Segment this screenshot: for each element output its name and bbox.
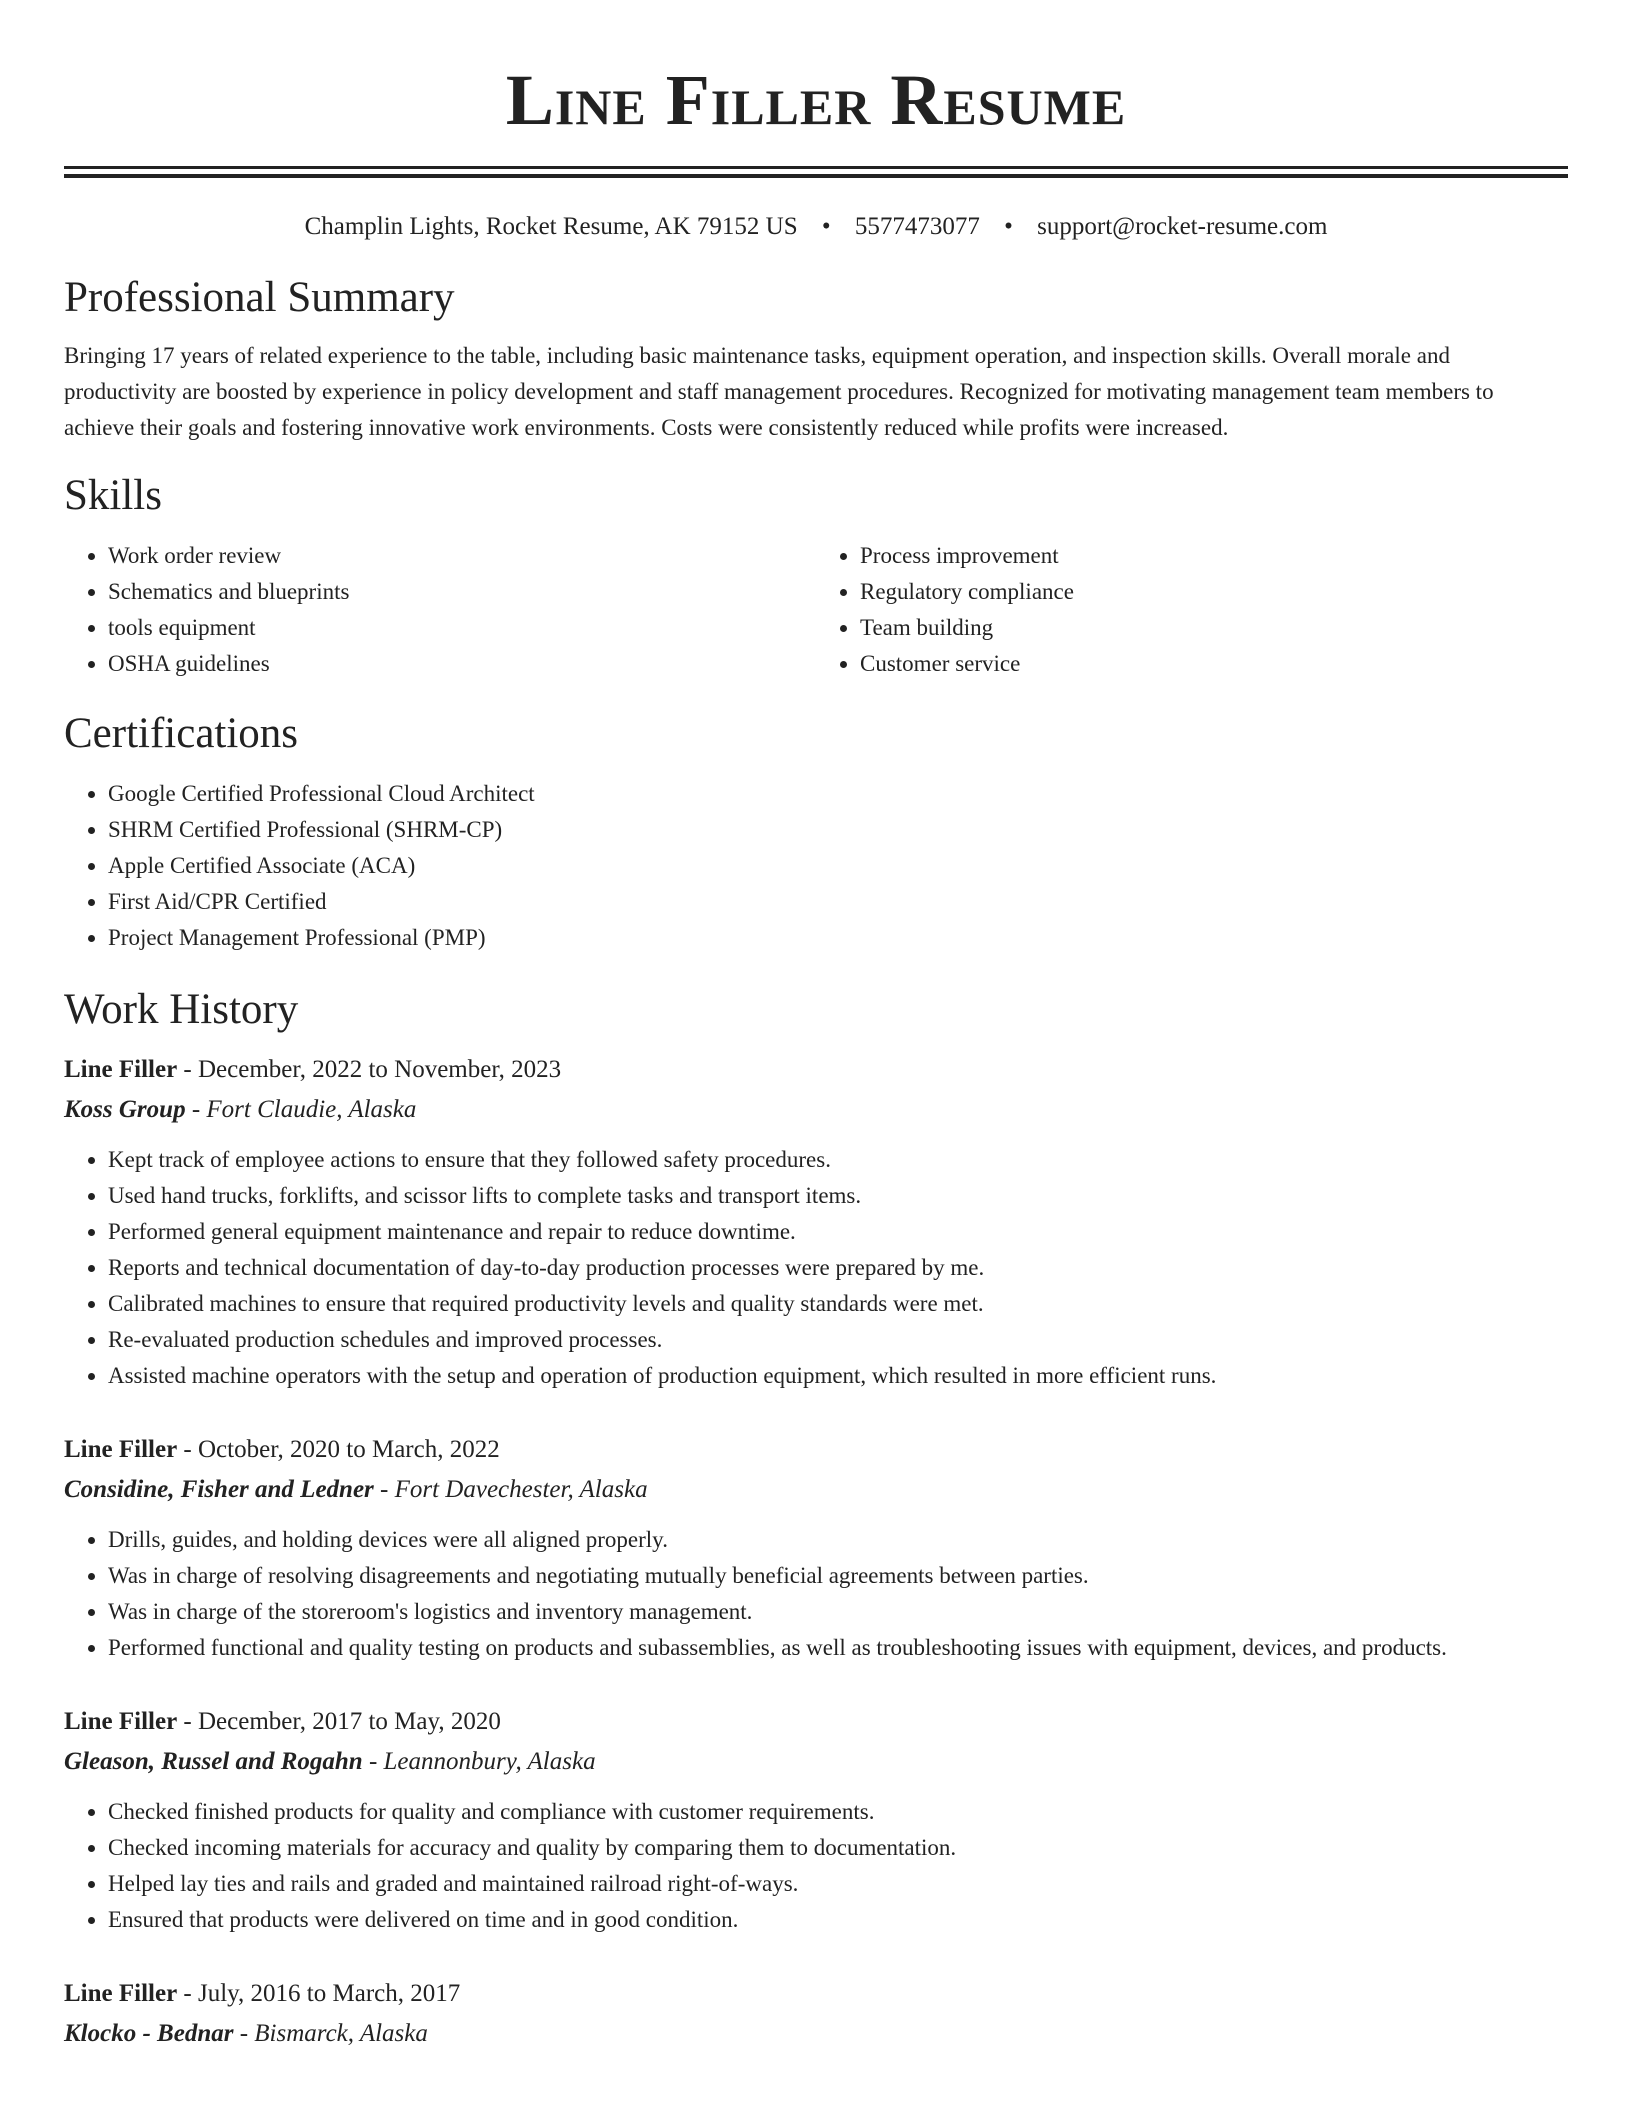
summary-heading: Professional Summary xyxy=(64,274,455,321)
job-bullet: • Reports and technical documentation of day-to-day production processes were prepared by me. xyxy=(108,1250,1568,1286)
job-bullet: • Was in charge of the storeroom's logistics and inventory management. xyxy=(108,1594,1568,1630)
employer-line xyxy=(64,2014,1568,2054)
job-entry xyxy=(64,1702,1568,1938)
job-title: Line Filler xyxy=(64,1980,178,2007)
job-bullet: • Drills, guides, and holding devices were all aligned properly. xyxy=(108,1522,1568,1558)
job-title-line xyxy=(64,1050,1568,1090)
job-bullet: • Helped lay ties and rails and graded and maintained railroad right-of-ways. xyxy=(108,1866,1568,1902)
job-title-line xyxy=(64,1702,1568,1742)
job-title-line xyxy=(64,1430,1568,1470)
summary-text: Bringing 17 years of related experience to the table, including basic maintenance tasks, equipment operation, and inspection skills. Overall morale and productivity are boosted by experience in policy development and staff management procedures. Recognized for motivating management team members to achieve their goals and fostering innovative work environments. Costs were consistently reduced while profits were increased. xyxy=(64,343,1494,440)
contact-line xyxy=(64,212,1568,242)
employer-dash: - xyxy=(368,1748,378,1775)
employer-location: Fort Davechester, Alaska xyxy=(394,1476,648,1503)
skills-columns xyxy=(64,538,1568,682)
skills-list-right xyxy=(816,538,1568,682)
certification-item: • First Aid/CPR Certified xyxy=(108,884,1568,920)
contact-separator: • xyxy=(1004,213,1013,240)
job-bullet: • Used hand trucks, forklifts, and scissor lifts to complete tasks and transport items. xyxy=(108,1178,1568,1214)
employer-name: Gleason, Russel and Rogahn xyxy=(64,1748,363,1775)
contact-phone: 5577473077 xyxy=(854,213,980,240)
resume-title: Line Filler Resume xyxy=(505,60,1127,140)
certification-item: • SHRM Certified Professional (SHRM-CP) xyxy=(108,812,1568,848)
skill-item: • Schematics and blueprints xyxy=(108,574,816,610)
skills-list-left xyxy=(64,538,816,682)
job-bullet: • Calibrated machines to ensure that required productivity levels and quality standards were met. xyxy=(108,1286,1568,1322)
certifications-heading: Certifications xyxy=(64,710,299,757)
job-title: Line Filler xyxy=(64,1056,178,1083)
job-title: Line Filler xyxy=(64,1436,178,1463)
job-dash: - xyxy=(183,1056,192,1083)
job-bullet: • Performed functional and quality testing on products and subassemblies, as well as troubleshooting issues with equipment, devices, and products. xyxy=(108,1630,1568,1666)
employer-dash: - xyxy=(191,1096,201,1123)
job-dash: - xyxy=(183,1708,192,1735)
job-title-line xyxy=(64,1974,1568,2014)
skills-heading: Skills xyxy=(64,472,162,519)
contact-separator: • xyxy=(821,213,831,240)
job-bullets xyxy=(64,1142,1568,1394)
certifications-list xyxy=(64,776,1568,956)
contact-email[interactable]: support@rocket-resume.com xyxy=(1037,213,1328,240)
job-dates: December, 2022 to November, 2023 xyxy=(198,1056,562,1083)
job-entry xyxy=(64,1430,1568,1666)
contact-address: Champlin Lights, Rocket Resume, AK 79152 US xyxy=(304,213,798,240)
certification-item: • Apple Certified Associate (ACA) xyxy=(108,848,1568,884)
job-bullet: • Checked incoming materials for accuracy and quality by comparing them to documentation. xyxy=(108,1830,1568,1866)
employer-dash: - xyxy=(380,1476,389,1503)
employer-name: Koss Group xyxy=(64,1096,186,1123)
job-bullet: • Kept track of employee actions to ensure that they followed safety procedures. xyxy=(108,1142,1568,1178)
work-history-heading: Work History xyxy=(64,986,299,1033)
skill-item: • OSHA guidelines xyxy=(108,646,816,682)
employer-name: Considine, Fisher and Ledner xyxy=(64,1476,374,1503)
job-dates: December, 2017 to May, 2020 xyxy=(198,1708,501,1735)
job-bullet: • Re-evaluated production schedules and improved processes. xyxy=(108,1322,1568,1358)
job-dash: - xyxy=(183,1980,192,2007)
title-double-rule xyxy=(64,166,1568,178)
job-entry xyxy=(64,1974,1568,2054)
job-bullet: • Assisted machine operators with the setup and operation of production equipment, which resulted in more efficient runs. xyxy=(108,1358,1568,1394)
employer-line xyxy=(64,1090,1568,1130)
job-bullet: • Ensured that products were delivered on time and in good condition. xyxy=(108,1902,1568,1938)
skill-item: • Team building xyxy=(860,610,1568,646)
job-dates: October, 2020 to March, 2022 xyxy=(198,1436,500,1463)
job-bullet: • Checked finished products for quality and compliance with customer requirements. xyxy=(108,1794,1568,1830)
employer-location: Fort Claudie, Alaska xyxy=(206,1096,417,1123)
skill-item: • Regulatory compliance xyxy=(860,574,1568,610)
employer-location: Bismarck, Alaska xyxy=(254,2020,428,2047)
employer-line xyxy=(64,1742,1568,1782)
skill-item: • Process improvement xyxy=(860,538,1568,574)
job-bullets xyxy=(64,1522,1568,1666)
employer-dash: - xyxy=(239,2020,249,2047)
job-bullet: • Was in charge of resolving disagreements and negotiating mutually beneficial agreements between parties. xyxy=(108,1558,1568,1594)
job-dash: - xyxy=(183,1436,192,1463)
employer-line xyxy=(64,1470,1568,1510)
employer-name: Klocko - Bednar xyxy=(64,2020,234,2047)
job-bullets xyxy=(64,1794,1568,1938)
job-entry xyxy=(64,1050,1568,1394)
job-title: Line Filler xyxy=(64,1708,178,1735)
employer-location: Leannonbury, Alaska xyxy=(383,1748,596,1775)
skill-item: • Customer service xyxy=(860,646,1568,682)
skill-item: • tools equipment xyxy=(108,610,816,646)
skill-item: • Work order review xyxy=(108,538,816,574)
certification-item: • Google Certified Professional Cloud Architect xyxy=(108,776,1568,812)
certification-item: • Project Management Professional (PMP) xyxy=(108,920,1568,956)
job-dates: July, 2016 to March, 2017 xyxy=(198,1980,461,2007)
job-bullet: • Performed general equipment maintenance and repair to reduce downtime. xyxy=(108,1214,1568,1250)
